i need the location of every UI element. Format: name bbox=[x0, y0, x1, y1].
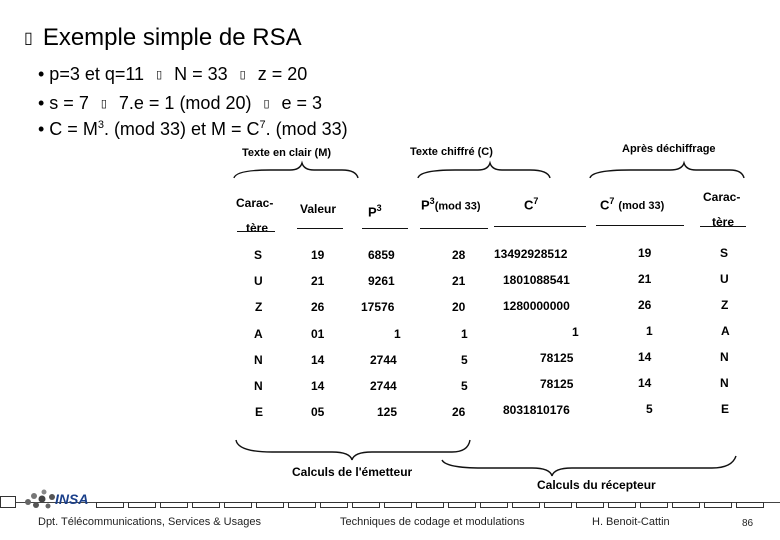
cell-char-right: Z bbox=[721, 298, 729, 312]
footer-segment bbox=[288, 502, 316, 508]
header-rule bbox=[494, 226, 586, 227]
cell-p3-mod: 21 bbox=[452, 274, 466, 288]
footer-left-box bbox=[0, 496, 16, 508]
bullet-line-2 bbox=[38, 93, 322, 114]
arrow-glyph-icon: ▯ bbox=[239, 69, 246, 81]
cell-valeur: 21 bbox=[311, 274, 325, 288]
cell-char-left: N bbox=[254, 379, 263, 393]
line1-part-b: N = 33 bbox=[174, 64, 228, 84]
footer-segment bbox=[608, 502, 636, 508]
cell-char-right: E bbox=[721, 402, 730, 416]
line1-part-a: • p=3 et q=11 bbox=[38, 64, 145, 84]
insa-logo bbox=[22, 488, 98, 512]
footer-segment bbox=[352, 502, 380, 508]
cell-valeur: 05 bbox=[311, 405, 325, 419]
col-header-carac-left-1: Carac- bbox=[236, 196, 274, 210]
header-rule bbox=[700, 226, 746, 227]
col-header-p3: $P^3$ bbox=[368, 203, 382, 220]
cell-c7: 1801088541 bbox=[503, 273, 570, 287]
cell-c7-mod: 21 bbox=[638, 272, 652, 286]
cell-c7: 78125 bbox=[540, 351, 574, 365]
cell-p3: 2744 bbox=[370, 379, 397, 393]
cell-c7-mod: 14 bbox=[638, 350, 652, 364]
cell-p3-mod: 26 bbox=[452, 405, 466, 419]
header-rule bbox=[596, 225, 684, 226]
footer-segment bbox=[640, 502, 668, 508]
col-header-carac-right-1: Carac- bbox=[703, 190, 741, 204]
cell-char-right: N bbox=[720, 350, 729, 364]
cell-c7: 1280000000 bbox=[503, 299, 570, 313]
cell-char-left: U bbox=[254, 274, 263, 288]
bullet-line-1 bbox=[38, 64, 307, 85]
cell-p3: 17576 bbox=[361, 300, 395, 314]
footer-segment bbox=[704, 502, 732, 508]
cell-c7: 1 bbox=[572, 325, 579, 339]
cell-c7-mod: 19 bbox=[638, 246, 652, 260]
cell-p3: 125 bbox=[377, 405, 398, 419]
arrow-glyph-icon: ▯ bbox=[156, 69, 163, 81]
slide-title-text: Exemple simple de RSA bbox=[42, 24, 302, 51]
header-rule bbox=[237, 231, 275, 232]
cell-valeur: 26 bbox=[311, 300, 325, 314]
footer-segment bbox=[192, 502, 220, 508]
footer-segment bbox=[96, 502, 124, 508]
footer-segment bbox=[224, 502, 252, 508]
bottom-label-emitter: Calculs de l'émetteur bbox=[292, 465, 413, 479]
cell-p3: 6859 bbox=[368, 248, 395, 262]
footer-segment bbox=[736, 502, 764, 508]
arrow-glyph-icon: ▯ bbox=[100, 98, 107, 110]
line2-part-c: e = 3 bbox=[281, 93, 323, 113]
footer-course: Techniques de codage et modulations bbox=[340, 516, 525, 528]
cell-char-right: N bbox=[720, 376, 729, 390]
col-header-c7-mod: $C^7$ (mod 33) bbox=[600, 196, 665, 213]
line3-part-b: . (mod 33) et M = C bbox=[103, 119, 260, 139]
footer-segment bbox=[576, 502, 604, 508]
col-header-valeur: Valeur bbox=[300, 202, 337, 216]
col-header-carac-right-2: tère bbox=[712, 215, 735, 229]
footer-author: H. Benoit-Cattin bbox=[592, 516, 670, 528]
cell-c7: 8031810176 bbox=[503, 403, 570, 417]
bullet-square-icon: ▯ bbox=[24, 30, 33, 47]
cell-valeur: 01 bbox=[311, 327, 325, 341]
cell-p3-mod: 28 bbox=[452, 248, 466, 262]
cell-p3-mod: 20 bbox=[452, 300, 466, 314]
insa-logo-text: INSA bbox=[55, 491, 89, 507]
cell-char-right: A bbox=[721, 324, 730, 338]
cell-c7: 13492928512 bbox=[494, 247, 568, 261]
cell-p3: 2744 bbox=[370, 353, 397, 367]
col-header-c7: $C^7$ bbox=[524, 196, 539, 213]
cell-c7: 78125 bbox=[540, 377, 574, 391]
footer-segment bbox=[256, 502, 284, 508]
header-rule bbox=[297, 228, 343, 229]
cell-p3-mod: 1 bbox=[461, 327, 468, 341]
bullet-line-3 bbox=[38, 119, 348, 140]
cell-char-right: S bbox=[720, 246, 729, 260]
footer-segment bbox=[320, 502, 348, 508]
cell-valeur: 14 bbox=[311, 353, 325, 367]
cell-char-right: U bbox=[720, 272, 729, 286]
cell-c7-mod: 1 bbox=[646, 324, 653, 338]
group-header-cipher: Texte chiffré (C) bbox=[410, 146, 493, 158]
line3-exponent-b: 7 bbox=[259, 119, 266, 131]
footer-segment bbox=[544, 502, 572, 508]
group-header-plain: Texte en clair (M) bbox=[242, 147, 332, 159]
cell-p3-mod: 5 bbox=[461, 379, 468, 393]
line1-part-c: z = 20 bbox=[257, 64, 308, 84]
line3-part-a: • C = M bbox=[38, 119, 98, 139]
cell-char-left: S bbox=[254, 248, 263, 262]
group-braces-top bbox=[230, 160, 770, 182]
cell-char-left: N bbox=[254, 353, 263, 367]
cell-char-left: E bbox=[255, 405, 264, 419]
line3-exponent-a: 3 bbox=[97, 119, 104, 131]
bottom-label-receiver: Calculs du récepteur bbox=[537, 478, 656, 492]
header-rule bbox=[420, 228, 488, 229]
header-rule bbox=[362, 228, 408, 229]
cell-p3: 9261 bbox=[368, 274, 395, 288]
line2-part-b: 7.e = 1 (mod 20) bbox=[118, 93, 252, 113]
footer-page-number: 86 bbox=[742, 518, 754, 529]
cell-char-left: Z bbox=[255, 300, 263, 314]
footer-segment bbox=[416, 502, 444, 508]
arrow-glyph-icon: ▯ bbox=[263, 98, 270, 110]
cell-p3: 1 bbox=[394, 327, 401, 341]
footer-segment bbox=[448, 502, 476, 508]
footer-segment bbox=[672, 502, 700, 508]
cell-c7-mod: 14 bbox=[638, 376, 652, 390]
line2-part-a: • s = 7 bbox=[38, 93, 89, 113]
slide-title bbox=[24, 24, 302, 52]
footer-segment bbox=[480, 502, 508, 508]
group-header-decrypt: Après déchiffrage bbox=[622, 143, 716, 155]
cell-valeur: 19 bbox=[311, 248, 325, 262]
footer-segment bbox=[512, 502, 540, 508]
footer-department: Dpt. Télécommunications, Services & Usages bbox=[38, 516, 261, 528]
col-header-p3-mod: $P^3(mod$ 33) bbox=[421, 196, 481, 213]
cell-char-left: A bbox=[254, 327, 263, 341]
cell-p3-mod: 5 bbox=[461, 353, 468, 367]
footer-segment bbox=[160, 502, 188, 508]
cell-valeur: 14 bbox=[311, 379, 325, 393]
footer-segment bbox=[384, 502, 412, 508]
cell-c7-mod: 26 bbox=[638, 298, 652, 312]
footer-segment bbox=[128, 502, 156, 508]
col-header-carac-left-2: tère bbox=[246, 221, 269, 235]
cell-c7-mod: 5 bbox=[646, 402, 653, 416]
line3-part-c: . (mod 33) bbox=[265, 119, 348, 139]
